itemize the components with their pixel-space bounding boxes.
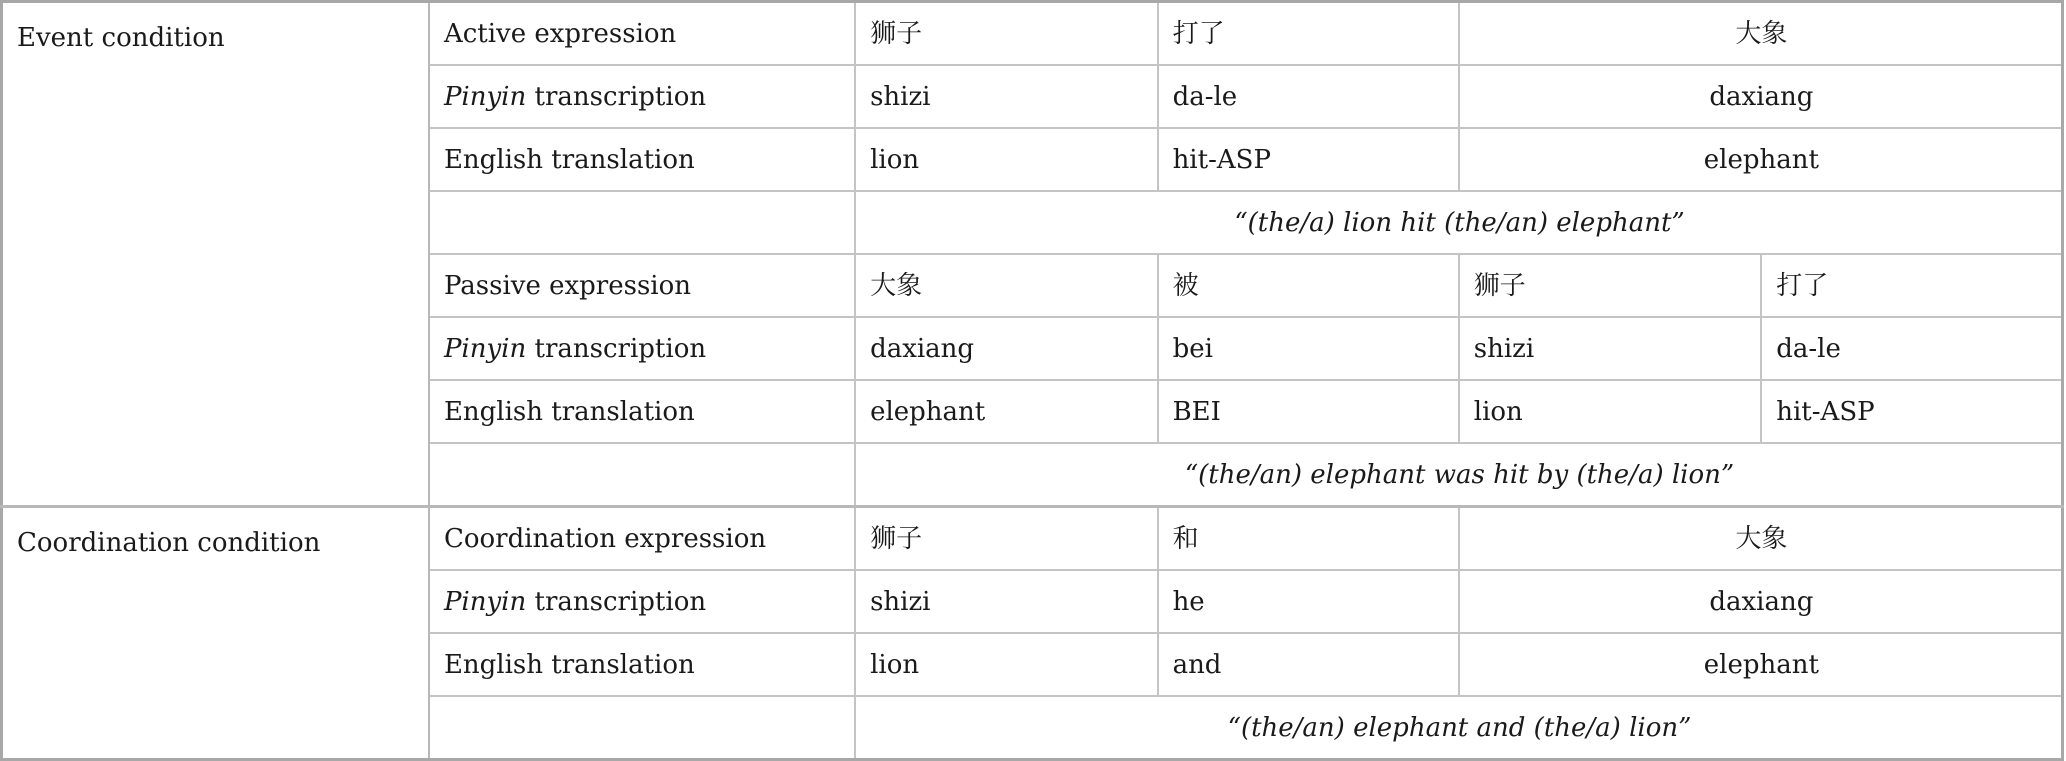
chinese-word: 大象 (855, 254, 1158, 317)
sentence-gloss: “(the/a) lion hit (the/an) elephant” (855, 191, 2062, 254)
pinyin-word: shizi (855, 65, 1158, 128)
sentence-gloss: “(the/an) elephant and (the/a) lion” (855, 696, 2062, 760)
pinyin-label-rest: transcription (526, 586, 707, 617)
sentence-gloss: “(the/an) elephant was hit by (the/a) lion” (855, 443, 2062, 507)
english-word: hit-ASP (1158, 128, 1459, 191)
english-word: elephant (855, 380, 1158, 443)
english-translation-label: English translation (429, 633, 855, 696)
english-word: elephant (1459, 128, 2063, 191)
chinese-word: 狮子 (855, 2, 1158, 66)
pinyin-label-rest: transcription (526, 81, 707, 112)
chinese-word: 大象 (1459, 507, 2063, 571)
english-word: and (1158, 633, 1459, 696)
english-word: lion (855, 633, 1158, 696)
english-translation-label: English translation (429, 380, 855, 443)
pinyin-word: bei (1158, 317, 1459, 380)
active-expression-label: Active expression (429, 2, 855, 66)
event-condition-label: Event condition (2, 2, 429, 507)
english-word: hit-ASP (1761, 380, 2062, 443)
english-translation-label: English translation (429, 128, 855, 191)
pinyin-term: Pinyin (443, 333, 527, 364)
passive-expression-label: Passive expression (429, 254, 855, 317)
table-row (2, 2, 2063, 66)
pinyin-word: daxiang (1459, 65, 2063, 128)
english-word: lion (1459, 380, 1762, 443)
pinyin-word: shizi (1459, 317, 1762, 380)
pinyin-word: da-le (1158, 65, 1459, 128)
pinyin-term: Pinyin (443, 81, 527, 112)
english-word: BEI (1158, 380, 1459, 443)
chinese-word: 打了 (1761, 254, 2062, 317)
coordination-expression-label: Coordination expression (429, 507, 855, 571)
pinyin-word: shizi (855, 570, 1158, 633)
empty-cell (429, 443, 855, 507)
pinyin-label (429, 570, 855, 633)
coordination-condition-label: Coordination condition (2, 507, 429, 760)
chinese-word: 狮子 (855, 507, 1158, 571)
pinyin-word: daxiang (1459, 570, 2063, 633)
empty-cell (429, 696, 855, 760)
chinese-word: 和 (1158, 507, 1459, 571)
pinyin-label-rest: transcription (526, 333, 707, 364)
chinese-word: 打了 (1158, 2, 1459, 66)
pinyin-word: he (1158, 570, 1459, 633)
pinyin-label (429, 317, 855, 380)
table-row (2, 507, 2063, 571)
english-word: elephant (1459, 633, 2063, 696)
chinese-word: 大象 (1459, 2, 2063, 66)
empty-cell (429, 191, 855, 254)
pinyin-word: daxiang (855, 317, 1158, 380)
pinyin-word: da-le (1761, 317, 2062, 380)
pinyin-term: Pinyin (443, 586, 527, 617)
english-word: lion (855, 128, 1158, 191)
chinese-word: 被 (1158, 254, 1459, 317)
pinyin-label (429, 65, 855, 128)
chinese-word: 狮子 (1459, 254, 1762, 317)
